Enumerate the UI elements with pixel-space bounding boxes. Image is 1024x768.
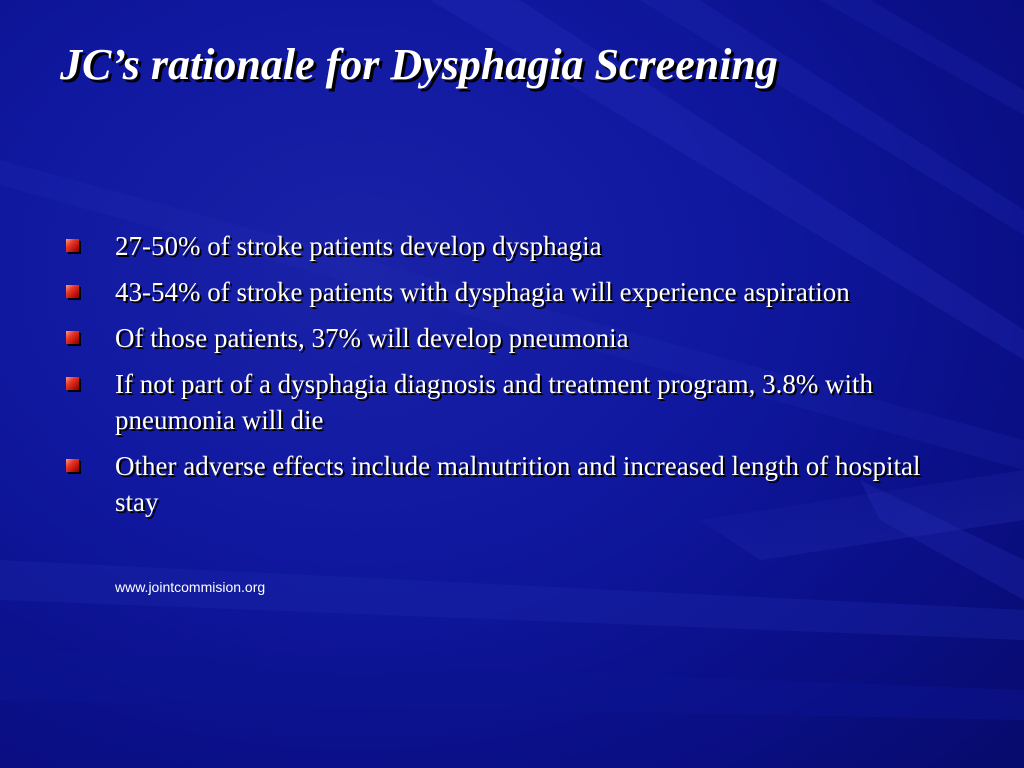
- red-square-bullet-icon: [66, 331, 79, 344]
- bullet-item: [66, 274, 946, 310]
- bullet-text: If not part of a dysphagia diagnosis and treatment program, 3.8% with pneumonia will die: [115, 369, 874, 435]
- source-link[interactable]: www.jointcommision.org: [115, 579, 266, 595]
- bullet-text: 43-54% of stroke patients with dysphagia will experience aspiration: [115, 277, 850, 307]
- red-square-bullet-icon: [66, 377, 79, 390]
- red-square-bullet-icon: [66, 459, 79, 472]
- bullet-text: Other adverse effects include malnutrition and increased length of hospital stay: [115, 451, 921, 517]
- bullet-item: [66, 448, 946, 520]
- red-square-bullet-icon: [66, 285, 79, 298]
- bullet-text: Of those patients, 37% will develop pneumonia: [115, 323, 629, 353]
- bullet-text: 27-50% of stroke patients develop dysphagia: [115, 231, 602, 261]
- red-square-bullet-icon: [66, 239, 79, 252]
- bullet-item: [66, 228, 946, 264]
- bullet-item: [66, 366, 946, 438]
- bullet-list: [66, 228, 946, 530]
- bullet-item: [66, 320, 946, 356]
- slide-title: JC’s rationale for Dysphagia Screening: [60, 40, 778, 89]
